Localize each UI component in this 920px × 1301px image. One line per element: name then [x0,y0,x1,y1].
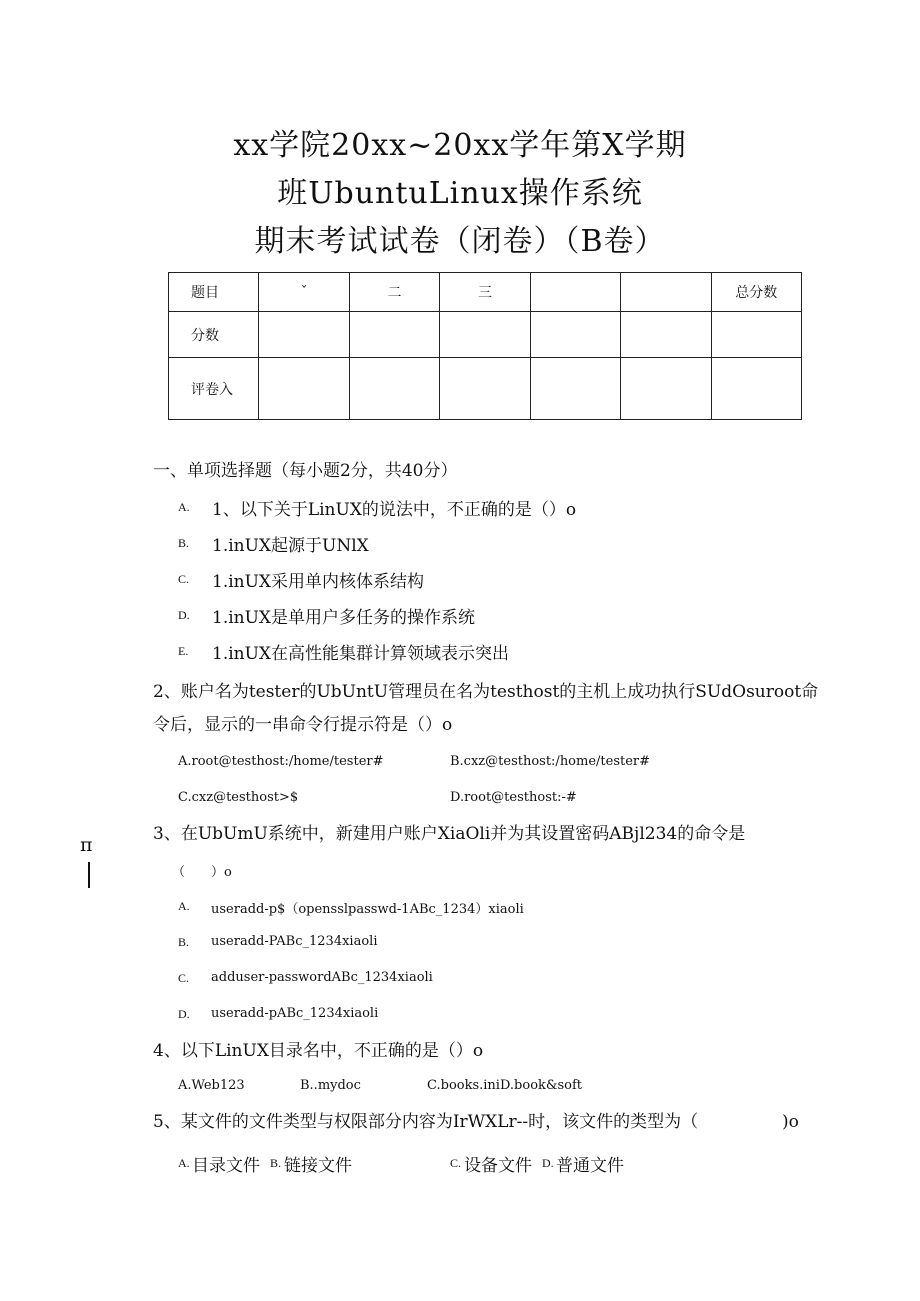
question-3-line2: （ ）o [172,865,232,880]
grader-input-cell[interactable] [349,358,439,420]
option-label: A. [178,899,190,913]
q2-option-c: C.cxz@testhost>$ [178,790,299,805]
q2-option-a: A.root@testhost:/home/tester# [178,754,384,769]
q2-option-d: D.root@testhost:-# [450,790,577,805]
score-input-cell[interactable] [259,312,349,358]
q5-option-b: 链接文件 [284,1156,352,1176]
table-cell [530,273,620,312]
exam-title-line3: 期末考试试卷（闭卷）（B卷） [254,224,666,259]
q3-option-a: useradd-p$（opensslpasswd-1ABc_1234）xiaoli [211,902,524,917]
option-label: C. [178,572,190,586]
score-input-cell[interactable] [349,312,439,358]
q2-option-b: B.cxz@testhost:/home/tester# [450,754,651,769]
option-label: B. [178,935,190,949]
q1-option-c: 1.inUX采用单内核体系结构 [212,572,425,592]
q3-option-d: useradd-pABc_1234xiaoli [211,1006,379,1021]
grader-input-cell[interactable] [440,358,530,420]
exam-title-line1: xx学院20xx~20xx学年第X学期 [233,128,687,163]
table-cell: 二 [349,273,439,312]
score-input-cell[interactable] [440,312,530,358]
q3-option-b: useradd-PABc_1234xiaoli [211,934,378,949]
score-table [168,272,802,420]
option-label: D. [178,608,190,622]
exam-title-line2: 班UbuntuLinux操作系统 [277,176,643,211]
table-row [169,358,802,420]
option-label: D. [178,1007,190,1021]
question-5-line1-end: )o [782,1112,799,1132]
question-1-text: 1、以下关于LinUX的说法中，不正确的是（）o [212,500,577,520]
score-input-cell[interactable] [530,312,620,358]
grader-input-cell[interactable] [711,358,801,420]
q3-option-c: adduser-passwordABc_1234xiaoli [211,970,433,985]
option-label: C. [178,971,190,985]
margin-bar-mark [88,862,90,888]
grader-input-cell[interactable] [621,358,711,420]
option-label: D. [542,1156,554,1170]
table-row [169,312,802,358]
margin-pi-mark: π [80,834,93,856]
q5-option-a: 目录文件 [192,1156,260,1176]
table-cell: 评卷入 [169,358,259,420]
table-cell: 三 [440,273,530,312]
section-heading: 一、单项选择题（每小题2分，共40分） [153,461,458,481]
option-label: B. [270,1156,282,1170]
q1-option-b: 1.inUX起源于UNlX [212,536,369,556]
q4-option-b: B..mydoc [300,1078,361,1093]
grader-input-cell[interactable] [259,358,349,420]
q1-option-d: 1.inUX是单用户多任务的操作系统 [212,608,476,628]
table-cell: 题目 [169,273,259,312]
option-label: A. [178,1156,190,1170]
q4-option-a: A.Web123 [178,1078,245,1093]
option-label: C. [450,1156,462,1170]
score-input-cell[interactable] [711,312,801,358]
table-cell: 总分数 [711,273,801,312]
table-row [169,273,802,312]
table-cell: 分数 [169,312,259,358]
option-label: E. [178,644,189,658]
table-cell: ˇ [259,273,349,312]
option-label: A. [178,500,190,514]
score-input-cell[interactable] [621,312,711,358]
question-2-line2: 令后，显示的一串命令行提示符是（）o [153,715,453,735]
question-5-line1: 5、某文件的文件类型与权限部分内容为IrWXLr--时，该文件的类型为（ [153,1112,699,1132]
question-4-line1: 4、以下LinUX目录名中，不正确的是（）o [153,1041,484,1061]
question-3-line1: 3、在UbUmU系统中，新建用户账户XiaOli并为其设置密码ABjl234的命令是 [153,824,746,844]
grader-input-cell[interactable] [530,358,620,420]
q5-option-d: 普通文件 [556,1156,624,1176]
q4-option-c: C.books.iniD.book&soft [427,1078,583,1093]
question-2-line1: 2、账户名为tester的UbUntU管理员在名为testhost的主机上成功执行SUdOsuroot命 [153,682,819,702]
q1-option-e: 1.inUX在高性能集群计算领域表示突出 [212,644,510,664]
table-cell [621,273,711,312]
q5-option-c: 设备文件 [464,1156,532,1176]
option-label: B. [178,536,190,550]
